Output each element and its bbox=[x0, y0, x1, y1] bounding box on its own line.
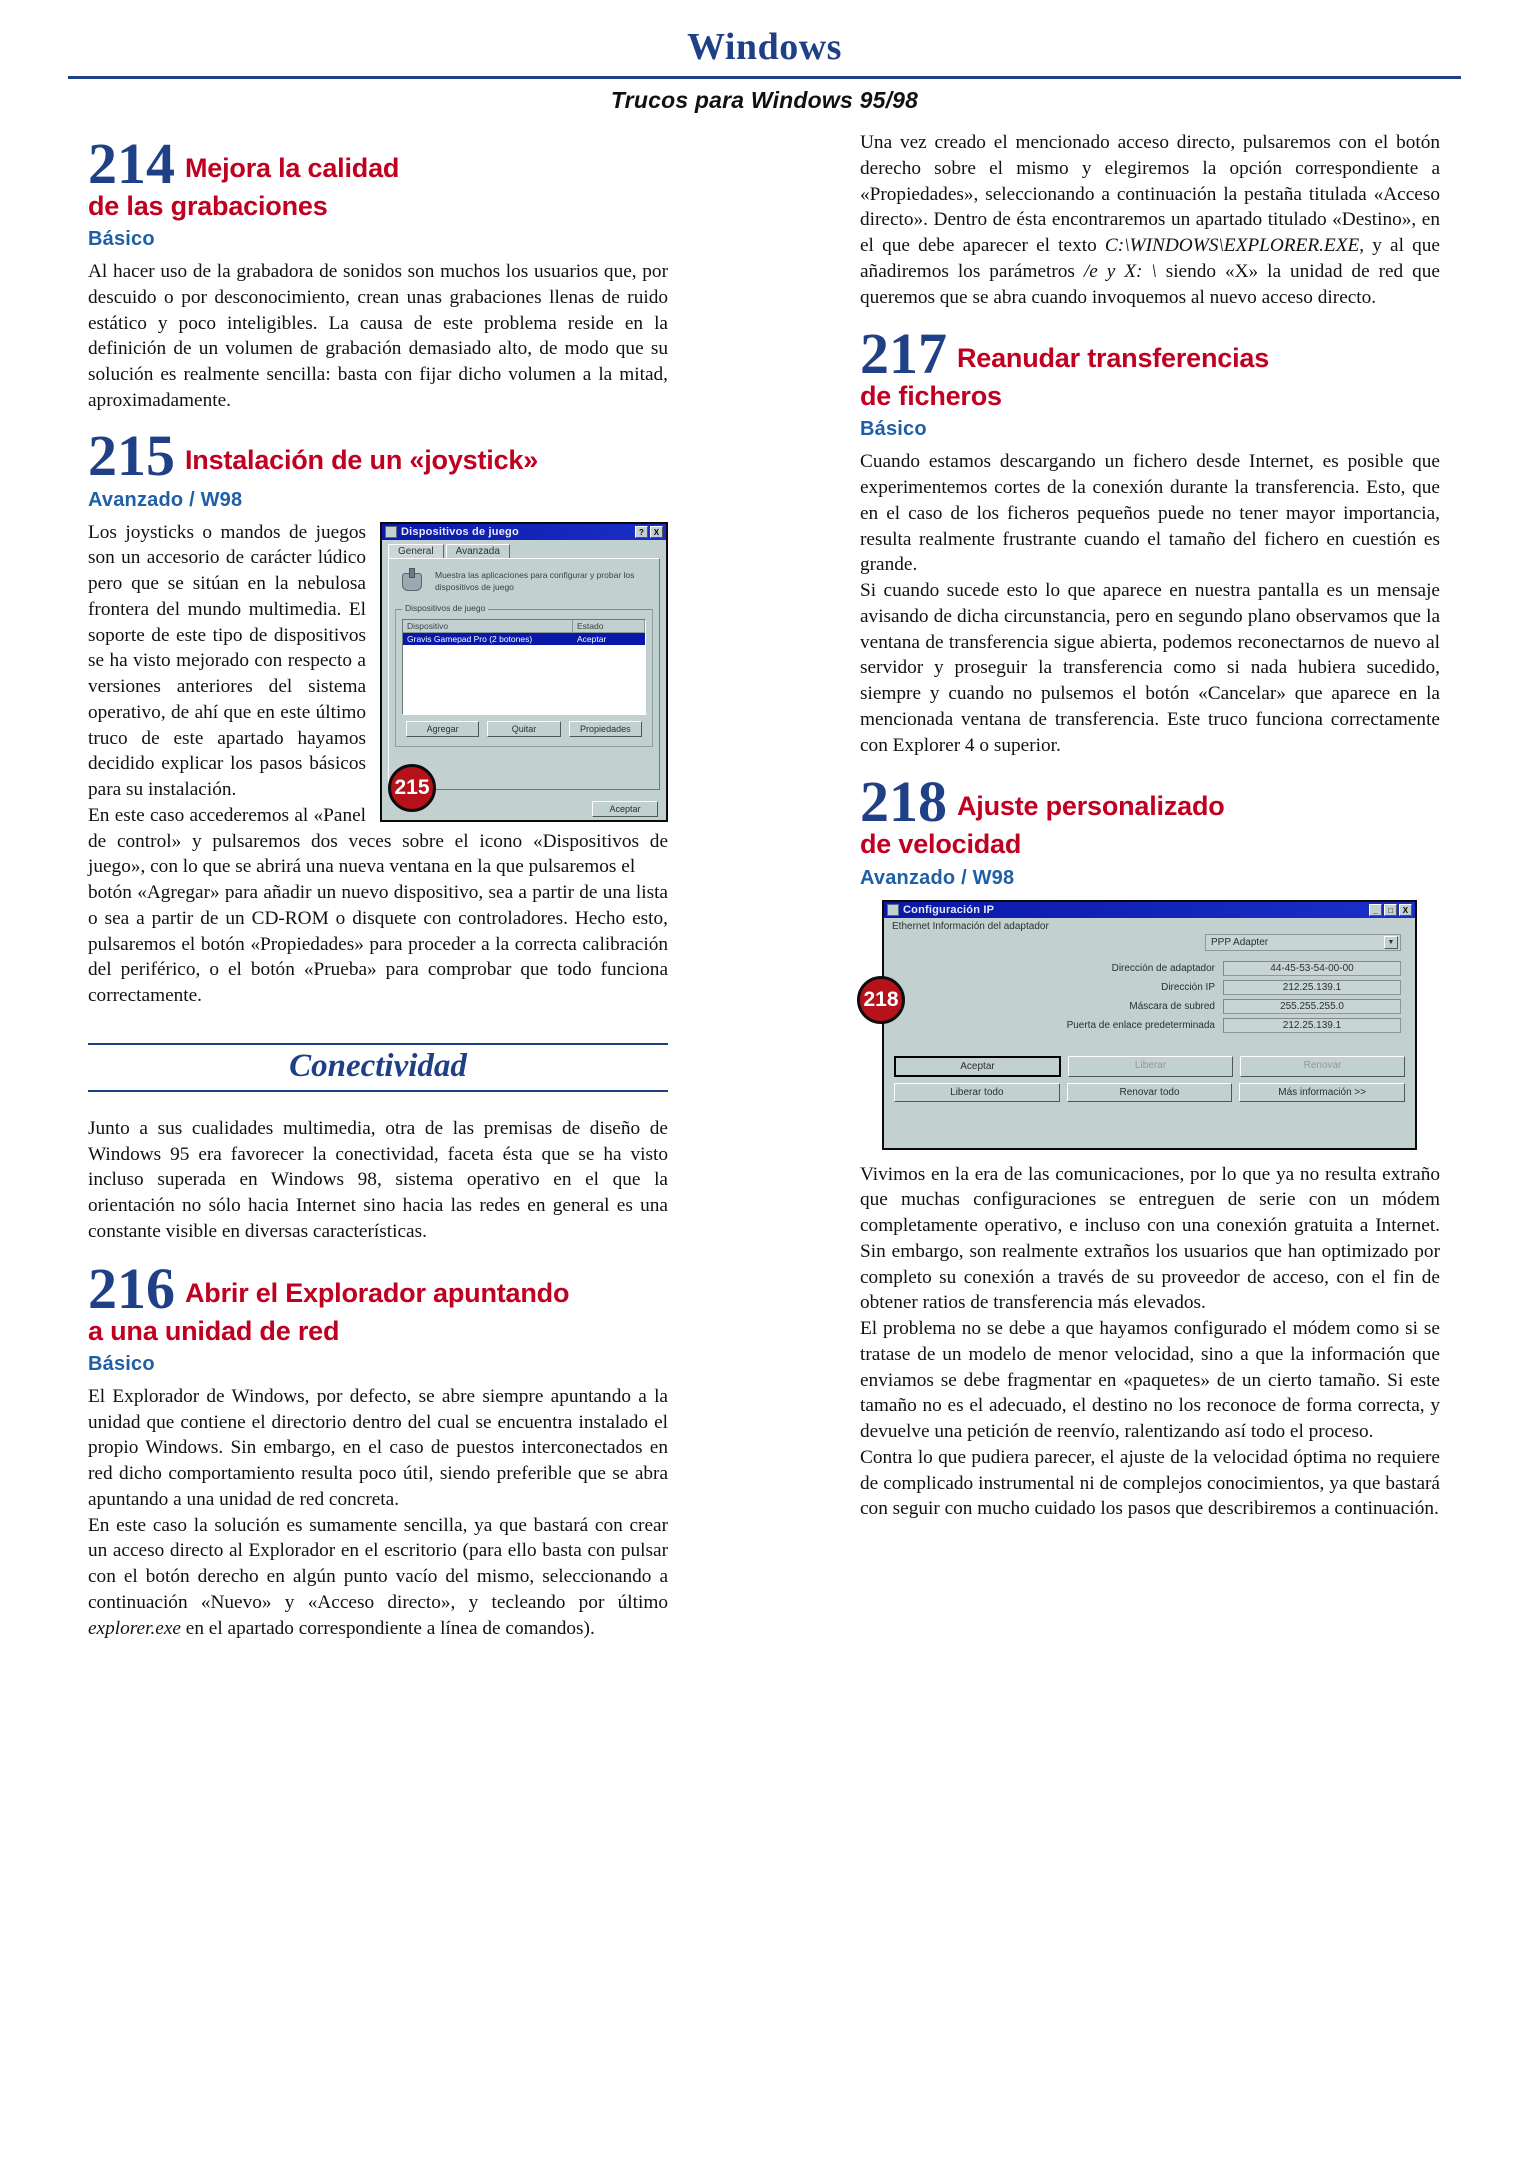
trick-216-body-1: El Explorador de Windows, por defecto, se abre siempre apuntando a la unidad que contiene el directorio dentro del cual se encuentra instalado el propio Windows. Sin embargo, en el caso de puestos interconectados en red dicho comportamiento resulta poco útil, siendo preferible que se abra apuntando a una unidad de red concreta. bbox=[88, 1385, 668, 1510]
trick-216-explorer-exe: explorer.exe bbox=[88, 1617, 181, 1639]
trick-215-title: Instalación de un «joystick» bbox=[185, 444, 539, 475]
trick-214-title-line1: Mejora la calidad bbox=[185, 153, 400, 183]
release-all-button[interactable]: Liberar todo bbox=[894, 1083, 1060, 1102]
device-name: Gravis Gamepad Pro (2 botones) bbox=[407, 633, 533, 644]
ip-window-title-text: Configuración IP bbox=[903, 903, 995, 916]
trick-216-continuation bbox=[860, 130, 1440, 310]
t216c-pre: Una vez creado el mencionado acceso directo, pulsaremos con el botón derecho sobre el mismo y elegiremos la opción correspondiente a «Propiedades», seleccionando a continuación la pestaña titulada «Acceso directo». Dentro de ésta encontraremos un apartado titulado «Destino», en el que debe aparecer el texto bbox=[860, 132, 1440, 256]
field-label: Máscara de subred bbox=[1129, 1000, 1215, 1012]
trick-217-number: 217 bbox=[860, 321, 947, 387]
field-row bbox=[884, 997, 1415, 1016]
field-label: Dirección de adaptador bbox=[1111, 962, 1215, 974]
device-buttons[interactable] bbox=[402, 715, 646, 739]
callout-badge-218: 218 bbox=[857, 976, 905, 1024]
tab-panel bbox=[388, 558, 660, 790]
t216c-mid: , y al que añadiremos los parámetros bbox=[860, 235, 1440, 282]
configuracion-ip-window[interactable] bbox=[882, 900, 1417, 1150]
tab-strip[interactable] bbox=[382, 540, 666, 558]
field-value: 44-45-53-54-00-00 bbox=[1223, 961, 1401, 976]
column-header-device: Dispositivo bbox=[403, 620, 573, 633]
trick-218-level: Avanzado / W98 bbox=[860, 866, 1015, 889]
ip-titlebar-buttons[interactable] bbox=[1369, 904, 1412, 916]
t216c-path: C:\WINDOWS\EXPLORER.EXE bbox=[1104, 235, 1360, 256]
field-row bbox=[884, 978, 1415, 997]
trick-216-number: 216 bbox=[88, 1255, 175, 1321]
trick-218-body-1: Vivimos en la era de las comunicaciones, por lo que ya no resulta extraño que muchas configuraciones se entreguen de serie con un módem completamente operativo, e incluso con una conexión gratuita a Internet. Sin embargo, son realmente extraños los usuarios que han optimizado por completo su conexión a través de su proveedor de acceso, con el fin de obtener ratios de transferencia más elevados. bbox=[860, 1163, 1440, 1314]
trick-214-body: Al hacer uso de la grabadora de sonidos son muchos los usuarios que, por descuido o por desconocimiento, crean unas grabaciones llenas de ruido estático y poco inteligibles. La causa de este problema reside en la definición de un volumen de grabación demasiado alto, de modo que su solución es realmente sencilla: basta con fijar dicho volumen a la mitad, aproximadamente. bbox=[88, 261, 668, 411]
trick-216-body-2-pre: En este caso la solución es sumamente sencilla, ya que bastará con crear un acceso directo al Explorador en el escritorio (para ello basta con pulsar con el botón derecho en algún punto vacío del mismo, seleccionando a continuación «Nuevo» y «Acceso directo», y tecleando por último bbox=[88, 1514, 668, 1613]
trick-217-body-1: Cuando estamos descargando un fichero desde Internet, es posible que experimentemos cortes de la conexión durante la transferencia. Esto, que en el caso de los ficheros pequeños puede no tener mayor importancia, resulta realmente frustrante cuando el tamaño del fichero en cuestión es grande. bbox=[860, 451, 1440, 576]
trick-218-body-3: Contra lo que pudiera parecer, el ajuste de la velocidad óptima no requiere de complicado instrumental ni de complejos conocimientos, ya que bastará con seguir con mucho cuidado los pasos que describiremos a continuación. bbox=[860, 1446, 1440, 1520]
close-icon[interactable]: X bbox=[650, 526, 663, 538]
close-icon[interactable]: X bbox=[1399, 904, 1412, 916]
adapter-select-value: PPP Adapter bbox=[1211, 936, 1269, 948]
trick-216-body-2-post: en el apartado correspondiente a línea de comandos). bbox=[180, 1617, 595, 1639]
trick-216-title-line1: Abrir el Explorador apuntando bbox=[185, 1277, 570, 1308]
field-row bbox=[884, 1016, 1415, 1035]
section-intro-body: Junto a sus cualidades multimedia, otra de las premisas de diseño de Windows 95 era favorecer la conectividad, faceta ésta que se ha visto incluso superada en Windows 98, sistema operativo en el que la orientación no sólo hacia Internet sino hacia las redes en general es una constante visible en diversas características. bbox=[88, 1117, 668, 1242]
joystick-icon bbox=[397, 569, 427, 597]
trick-216-level: Básico bbox=[88, 1352, 155, 1375]
ip-buttons-row-1[interactable] bbox=[884, 1049, 1415, 1081]
device-status: Aceptar bbox=[577, 633, 607, 644]
page-subtitle: Trucos para Windows 95/98 bbox=[610, 87, 919, 113]
trick-218-number: 218 bbox=[860, 769, 947, 835]
titlebar-buttons[interactable] bbox=[635, 526, 663, 538]
callout-badge-215: 215 bbox=[388, 764, 436, 812]
right-column bbox=[860, 130, 1440, 1522]
tab-general[interactable]: General bbox=[388, 544, 444, 558]
ip-window-titlebar bbox=[884, 902, 1415, 918]
list-header-row bbox=[403, 620, 645, 633]
trick-214-title-line2: de las grabaciones bbox=[88, 191, 328, 222]
page-title: Windows bbox=[687, 26, 842, 68]
field-value: 212.25.139.1 bbox=[1223, 1018, 1401, 1033]
trick-215-body-full: botón «Agregar» para añadir un nuevo dispositivo, sea a partir de una lista o sea a partir de un CD-ROM o disquete con controladores. Hecho esto, pulsaremos el botón «Propiedades» para proceder a la correcta calibración del periférico, o el botón «Prueba» para comprobar que todo funciona correctamente. bbox=[88, 882, 668, 1007]
adapter-section-label: Ethernet Información del adaptador bbox=[892, 920, 1049, 932]
header-rule bbox=[68, 76, 1461, 79]
joystick-dialog-figure bbox=[380, 522, 668, 822]
trick-217-body-2: Si cuando sucede esto lo que aparece en nuestra pantalla es un mensaje avisando de dicha circunstancia, pero en segundo plano observamos que la ventana de transferencia sigue abierta, podemos reconectarnos de nuevo al servidor y proseguir la transferencia como si nada hubiera sucedido, siempre y cuando no pulsemos el botón «Cancelar» que aparece en la mencionada ventana de transferencia. Este truco funciona correctamente con Explorer 4 o superior. bbox=[860, 580, 1440, 756]
column-header-status: Estado bbox=[573, 620, 645, 633]
devices-group-label: Dispositivos de juego bbox=[402, 603, 488, 613]
trick-217-title-line2: de ficheros bbox=[860, 381, 1002, 412]
ip-config-figure bbox=[863, 900, 1417, 1150]
trick-217-heading bbox=[860, 321, 1440, 412]
window-title-text: Dispositivos de juego bbox=[401, 525, 519, 538]
list-item[interactable] bbox=[403, 633, 645, 645]
release-button[interactable]: Liberar bbox=[1068, 1056, 1233, 1077]
trick-215-heading bbox=[88, 422, 668, 488]
window-icon bbox=[385, 526, 397, 538]
field-row bbox=[884, 959, 1415, 978]
left-column bbox=[88, 130, 668, 1641]
ip-buttons-row-2[interactable] bbox=[884, 1081, 1415, 1106]
renew-all-button[interactable]: Renovar todo bbox=[1067, 1083, 1233, 1102]
trick-218-title-line2: de velocidad bbox=[860, 829, 1022, 860]
minimize-icon[interactable]: _ bbox=[1369, 904, 1382, 916]
field-value: 212.25.139.1 bbox=[1223, 980, 1401, 995]
chevron-down-icon[interactable]: ▼ bbox=[1384, 936, 1398, 949]
devices-group bbox=[395, 602, 653, 747]
hint-row bbox=[395, 565, 653, 605]
trick-218-title-line1: Ajuste personalizado bbox=[957, 791, 1225, 822]
trick-214-heading bbox=[88, 131, 668, 222]
field-label: Dirección IP bbox=[1161, 981, 1215, 993]
section-title: Conectividad bbox=[289, 1047, 467, 1084]
maximize-icon[interactable]: □ bbox=[1384, 904, 1397, 916]
accept-button[interactable]: Aceptar bbox=[894, 1056, 1061, 1077]
trick-214-level: Básico bbox=[88, 228, 155, 251]
trick-215-level: Avanzado / W98 bbox=[88, 488, 243, 511]
section-rule-bottom bbox=[88, 1090, 668, 1092]
devices-list[interactable] bbox=[402, 619, 646, 715]
field-value: 255.255.255.0 bbox=[1223, 999, 1401, 1014]
add-button[interactable]: Agregar bbox=[406, 721, 479, 737]
renew-button[interactable]: Renovar bbox=[1240, 1056, 1405, 1077]
page-header bbox=[0, 0, 1529, 114]
ok-button[interactable]: Aceptar bbox=[592, 801, 658, 817]
trick-216-heading bbox=[88, 1255, 668, 1347]
trick-216-body-2 bbox=[88, 1513, 668, 1642]
trick-217-level: Básico bbox=[860, 418, 927, 441]
trick-216-title-line2: a una unidad de red bbox=[88, 1315, 340, 1346]
two-column-body bbox=[0, 130, 1529, 2160]
trick-215-body-wrapped: Los joysticks o mandos de juegos son un accesorio de carácter lúdico pero que se sitúan en la nebulosa frontera del mundo multimedia. El soporte de este tipo de dispositivos se ha visto mejorado con respecto a versiones anteriores del sistema operativo, de ahí que en este último truco de este apartado hayamos decidido explicar los pasos básicos para su instalación. bbox=[88, 521, 366, 801]
tab-avanzada[interactable]: Avanzada bbox=[446, 544, 510, 558]
t216c-post: siendo «X» la unidad de red que queremos que se abra cuando invoquemos al nuevo acceso directo. bbox=[860, 260, 1440, 308]
network-icon bbox=[887, 904, 899, 916]
properties-button[interactable]: Propiedades bbox=[569, 721, 642, 737]
trick-218-heading bbox=[860, 769, 1440, 860]
trick-217-title-line1: Reanudar transferencias bbox=[957, 343, 1270, 374]
trick-215-number: 215 bbox=[88, 422, 175, 488]
section-conectividad bbox=[88, 1043, 668, 1092]
more-info-button[interactable]: Más información >> bbox=[1239, 1083, 1405, 1102]
field-label: Puerta de enlace predeterminada bbox=[1066, 1019, 1215, 1031]
trick-215-body-wrapped-2: En este caso accederemos al «Panel de control» y pulsaremos dos veces sobre el icono «Dispositivos de juego», con lo que se abrirá una nueva ventana en la que pulsaremos el bbox=[88, 804, 668, 878]
help-icon[interactable]: ? bbox=[635, 526, 648, 538]
trick-218-body-2: El problema no se debe a que hayamos configurado el módem como si se tratase de un modelo de menor velocidad, sino a que la información que enviamos se debe fragmentar en «paquetes» de un cierto tamaño. Si este tamaño no es el adecuado, el destino no los reconoce de forma correcta, y devuelve una petición de reenvío, ralentizando así todo el proceso. bbox=[860, 1318, 1440, 1443]
hint-text: Muestra las aplicaciones para configurar y probar los dispositivos de juego bbox=[435, 569, 635, 593]
adapter-select[interactable] bbox=[1205, 934, 1401, 951]
remove-button[interactable]: Quitar bbox=[487, 721, 560, 737]
trick-214-number: 214 bbox=[88, 131, 175, 196]
window-titlebar bbox=[382, 524, 666, 540]
t216c-params: /e y X: \ bbox=[1083, 260, 1157, 282]
